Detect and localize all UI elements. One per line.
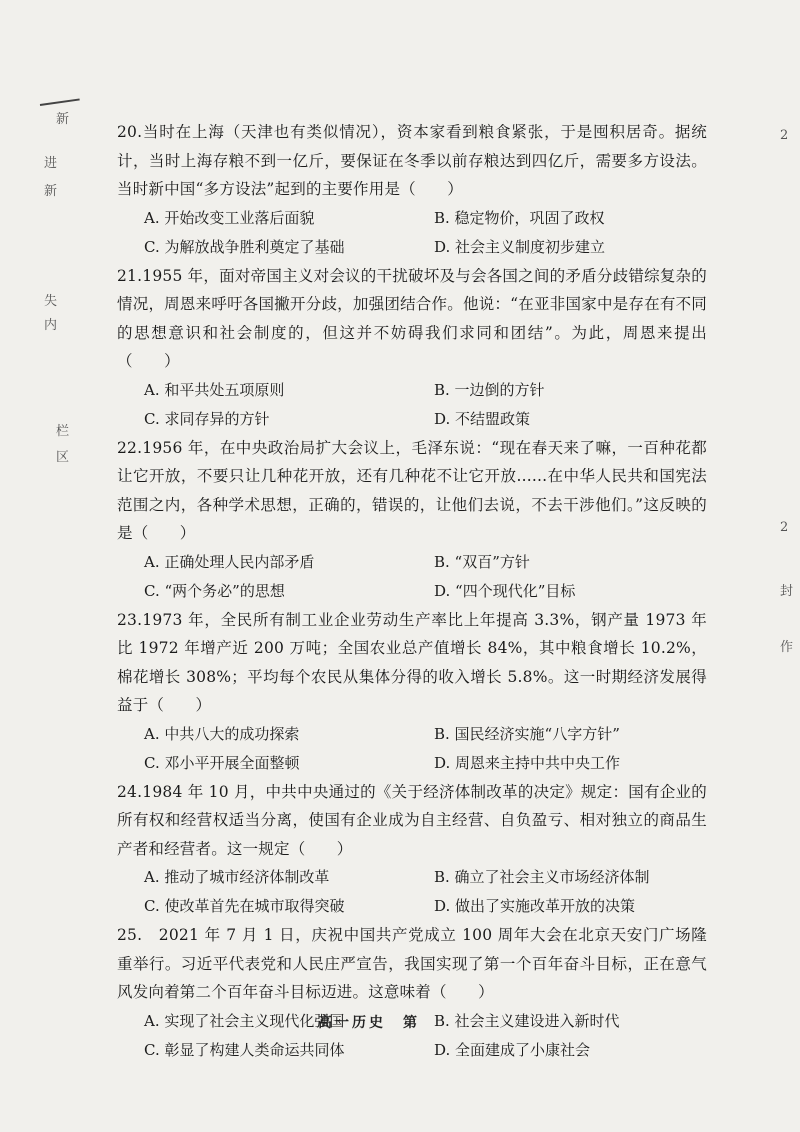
option-d[interactable]: D. 社会主义制度初步建立: [434, 237, 606, 256]
question-25: [117, 921, 707, 1065]
option-b[interactable]: B. 确立了社会主义市场经济体制: [434, 868, 650, 886]
margin-fragment: 2: [780, 520, 789, 535]
question-text: 1956 年，在中央政治局扩大会议上，毛泽东说：“现在春天来了嘛，一百种花都让它开放，不要只让几种花开放，还有几种花不让它开放......在中华人民共和国宪法范围之内，各种学术思想，正确的，错误的，让他们去说，不去干涉他们。”这反映的是（ ）: [117, 438, 707, 542]
answer-options: [144, 720, 707, 778]
margin-fragment: 新: [56, 112, 70, 127]
option-d[interactable]: D. “四个现代化”目标: [434, 581, 576, 600]
left-margin-binding: [0, 0, 90, 1132]
option-b[interactable]: B. 一边倒的方针: [434, 380, 545, 399]
question-stem: [117, 262, 707, 376]
option-a[interactable]: A. 正确处理人民内部矛盾: [144, 552, 315, 571]
margin-fragment: 新: [44, 184, 58, 199]
margin-fragment: 封: [780, 584, 794, 599]
question-number: 20.: [117, 123, 143, 141]
question-stem: [117, 434, 707, 548]
option-c[interactable]: C. 邓小平开展全面整顿: [144, 753, 300, 772]
option-a[interactable]: A. 开始改变工业落后面貌: [144, 208, 315, 227]
answer-options: [144, 863, 707, 921]
question-20: [117, 118, 707, 262]
margin-fragment: 内: [44, 318, 58, 333]
margin-fragment: 作: [780, 640, 794, 655]
option-c[interactable]: C. “两个务必”的思想: [144, 581, 285, 600]
option-d[interactable]: D. 全面建成了小康社会: [434, 1040, 591, 1059]
option-a[interactable]: A. 和平共处五项原则: [144, 380, 285, 399]
question-text: 1984 年 10 月，中共中央通过的《关于经济体制改革的决定》规定：国有企业的所有权和经营权适当分离，使国有企业成为自主经营、自负盈亏、相对独立的商品生产者和经营者。这一规定（ ）: [117, 782, 707, 858]
option-d[interactable]: D. 不结盟政策: [434, 409, 531, 428]
option-c[interactable]: C. 为解放战争胜利奠定了基础: [144, 237, 345, 256]
question-number: 23.: [117, 610, 143, 629]
option-c[interactable]: C. 求同存异的方针: [144, 409, 270, 428]
question-21: [117, 262, 707, 434]
question-23: [117, 606, 707, 778]
question-text: 1955 年，面对帝国主义对会议的干扰破坏及与会各国之间的矛盾分歧错综复杂的情况，周恩来呼吁各国撇开分歧，加强团结合作。他说：“在亚非国家中是存在有不同的思想意识和社会制度的，但这并不妨碍我们求同和团结”。为此，周恩来提出（ ）: [117, 266, 707, 370]
margin-fragment: 进: [44, 156, 58, 171]
option-d[interactable]: D. 做出了实施改革开放的决策: [434, 897, 636, 915]
answer-options: [144, 204, 707, 262]
question-number: 24.: [117, 782, 143, 801]
question-24: [117, 778, 707, 922]
question-list: [117, 118, 707, 1065]
question-number: 22.: [117, 438, 143, 457]
margin-fragment: 2: [780, 128, 789, 143]
question-number: 21.: [117, 266, 143, 285]
option-b[interactable]: B. 社会主义建设进入新时代: [434, 1011, 620, 1030]
margin-fragment: 区: [56, 450, 70, 465]
option-c[interactable]: C. 彰显了构建人类命运共同体: [144, 1040, 345, 1059]
margin-mark: [40, 98, 80, 106]
option-b[interactable]: B. “双百”方针: [434, 552, 530, 571]
option-a[interactable]: A. 实现了社会主义现代化强国: [144, 1011, 345, 1030]
question-stem: [117, 118, 707, 204]
answer-options: [144, 376, 707, 434]
margin-fragment: 栏: [56, 424, 70, 439]
option-c[interactable]: C. 使改革首先在城市取得突破: [144, 897, 345, 915]
answer-options: [144, 1007, 707, 1065]
question-text: 1973 年，全民所有制工业企业劳动生产率比上年提高 3.3%，钢产量 1973 年比 1972 年增产近 200 万吨；全国农业总产值增长 84%，其中粮食增长 10.2%，棉花增长 308%；平均每个农民从集体分得的收入增长 5.8%。这一时期经济发展得益于（ ）: [117, 610, 707, 714]
question-22: [117, 434, 707, 606]
option-b[interactable]: B. 稳定物价，巩固了政权: [434, 208, 605, 227]
option-a[interactable]: A. 推动了城市经济体制改革: [144, 868, 330, 886]
question-stem: [117, 921, 707, 1007]
right-margin-binding: [730, 0, 800, 1132]
question-stem: [117, 778, 707, 864]
answer-options: [144, 548, 707, 606]
question-text: 当时在上海（天津也有类似情况），资本家看到粮食紧张，于是囤积居奇。据统计，当时上海存粮不到一亿斤，要保证在冬季以前存粮达到四亿斤，需要多方设法。当时新中国“多方设法”起到的主要作用是（ ）: [117, 123, 707, 198]
option-a[interactable]: A. 中共八大的成功探索: [144, 724, 300, 743]
question-text: 2021 年 7 月 1 日，庆祝中国共产党成立 100 周年大会在北京天安门广场隆重举行。习近平代表党和人民庄严宣告，我国实现了第一个百年奋斗目标，正在意气风发向着第二个百年奋斗目标迈进。这意味着（ ）: [117, 926, 707, 1001]
question-stem: [117, 606, 707, 720]
question-number: 25.: [117, 926, 143, 944]
margin-fragment: 失: [44, 294, 58, 309]
option-b[interactable]: B. 国民经济实施“八字方针”: [434, 724, 620, 743]
option-d[interactable]: D. 周恩来主持中共中央工作: [434, 753, 621, 772]
page-footer: 高一历史 第: [318, 1015, 420, 1031]
